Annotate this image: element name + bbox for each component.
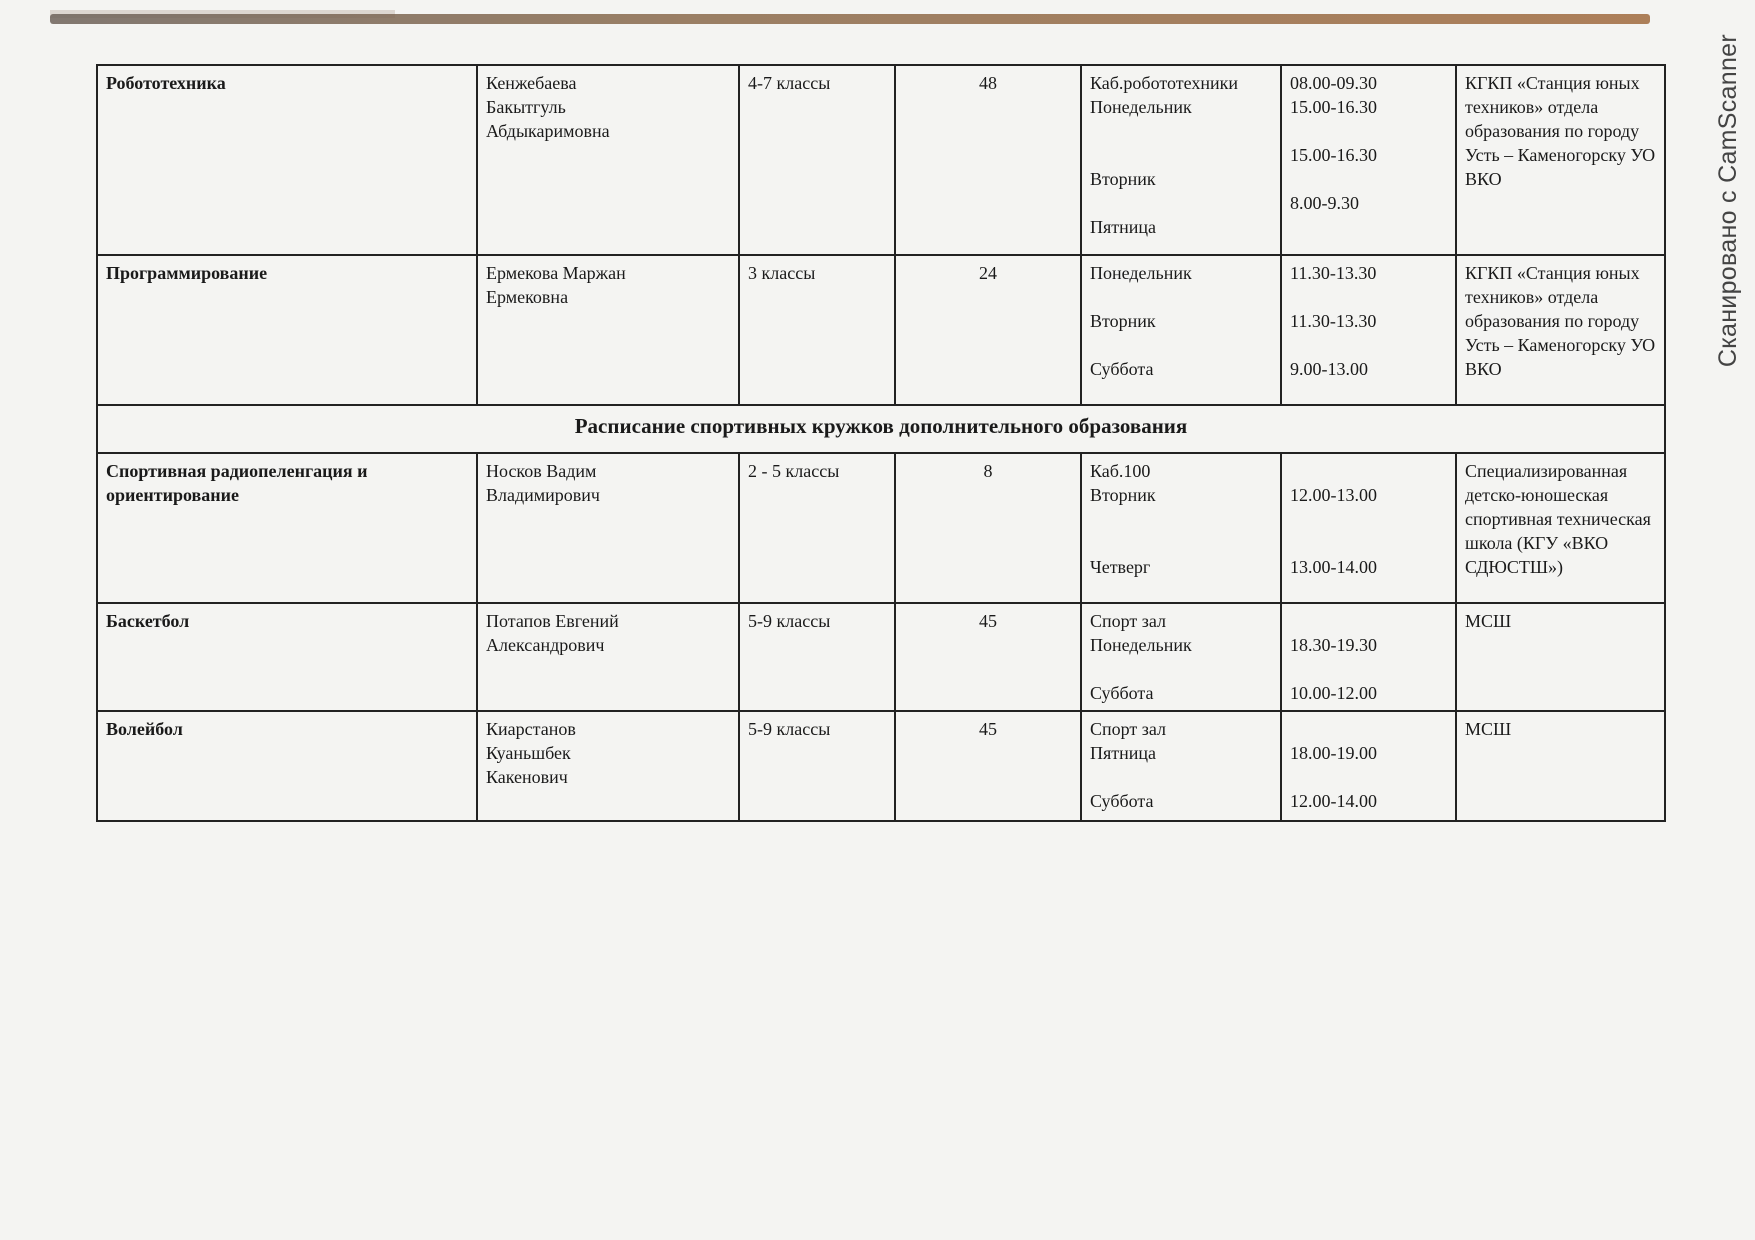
schedule-time (1290, 657, 1447, 681)
schedule-days (1081, 603, 1281, 711)
schedule-days (1081, 255, 1281, 405)
schedule-time: 12.00-13.00 (1290, 485, 1377, 505)
schedule-time (1290, 285, 1447, 309)
club-name: Спортивная радиопеленгация и ориентирование (97, 453, 477, 603)
teacher-name-line: Куаньшбек (486, 743, 571, 763)
teacher-name-line: Владимирович (486, 485, 600, 505)
teacher-name-line: Потапов Евгений (486, 611, 619, 631)
schedule-time: 08.00-09.30 (1290, 73, 1377, 93)
teacher-name (477, 711, 739, 821)
schedule-times (1281, 711, 1456, 821)
schedule-day: Вторник (1090, 311, 1156, 331)
schedule-row (97, 603, 1665, 711)
schedule-day (1090, 285, 1272, 309)
schedule-day: Понедельник (1090, 97, 1192, 117)
schedule-time (1290, 333, 1447, 357)
grade-range: 5-9 классы (739, 711, 895, 821)
schedule-time (1290, 531, 1447, 555)
schedule-time (1290, 119, 1447, 143)
teacher-name (477, 603, 739, 711)
schedule-days (1081, 711, 1281, 821)
schedule-row (97, 65, 1665, 255)
teacher-name-line: Носков Вадим (486, 461, 597, 481)
schedule-times (1281, 453, 1456, 603)
teacher-name (477, 453, 739, 603)
schedule-row (97, 255, 1665, 405)
schedule-row (97, 453, 1665, 603)
teacher-name-line: Абдыкаримовна (486, 121, 610, 141)
schedule-time (1290, 609, 1447, 633)
student-count: 45 (895, 711, 1081, 821)
schedule-days (1081, 453, 1281, 603)
organization: МСШ (1456, 711, 1665, 821)
schedule-day: Пятница (1090, 217, 1157, 237)
schedule-day: Вторник (1090, 485, 1156, 505)
section-header (97, 405, 1665, 453)
schedule-time: 18.30-19.30 (1290, 635, 1377, 655)
club-name: Программирование (97, 255, 477, 405)
schedule-day: Суббота (1090, 359, 1154, 379)
student-count: 45 (895, 603, 1081, 711)
camscanner-watermark: Сканировано с CamScanner (1714, 34, 1742, 368)
organization: Специализированная детско-юношеская спортивная техническая школа (КГУ «ВКО СДЮСТШ») (1456, 453, 1665, 603)
schedule-day: Каб.100 (1090, 461, 1151, 481)
teacher-name-line: Какенович (486, 767, 568, 787)
schedule-day: Каб.робототехники (1090, 73, 1238, 93)
schedule-time (1290, 507, 1447, 531)
section-title: Расписание спортивных кружков дополнительного образования (97, 405, 1665, 453)
paper-edge (50, 14, 1650, 24)
teacher-name-line: Ермековна (486, 287, 569, 307)
schedule-day: Суббота (1090, 683, 1154, 703)
schedule-time (1290, 167, 1447, 191)
student-count: 8 (895, 453, 1081, 603)
schedule-times (1281, 603, 1456, 711)
schedule-time: 10.00-12.00 (1290, 683, 1377, 703)
schedule-day: Вторник (1090, 169, 1156, 189)
schedule-time: 8.00-9.30 (1290, 193, 1359, 213)
teacher-name-line: Киарстанов (486, 719, 576, 739)
organization: МСШ (1456, 603, 1665, 711)
schedule-day (1090, 119, 1272, 143)
schedule-time: 9.00-13.00 (1290, 359, 1368, 379)
schedule-day (1090, 333, 1272, 357)
schedule-time: 15.00-16.30 (1290, 145, 1377, 165)
schedule-time (1290, 717, 1447, 741)
schedule-day: Понедельник (1090, 263, 1192, 283)
grade-range: 4-7 классы (739, 65, 895, 255)
schedule-rows-sports (97, 453, 1665, 821)
organization: КГКП «Станция юных техников» отдела образования по городу Усть – Каменогорску УО ВКО (1456, 255, 1665, 405)
grade-range: 5-9 классы (739, 603, 895, 711)
club-name: Баскетбол (97, 603, 477, 711)
schedule-day: Четверг (1090, 557, 1151, 577)
schedule-time: 11.30-13.30 (1290, 263, 1377, 283)
schedule-time: 15.00-16.30 (1290, 97, 1377, 117)
schedule-rows-robotics (97, 65, 1665, 405)
student-count: 48 (895, 65, 1081, 255)
schedule-row (97, 711, 1665, 821)
teacher-name (477, 65, 739, 255)
club-name: Робототехника (97, 65, 477, 255)
schedule-day: Понедельник (1090, 635, 1192, 655)
schedule-day (1090, 143, 1272, 167)
schedule-day (1090, 191, 1272, 215)
teacher-name (477, 255, 739, 405)
schedule-days (1081, 65, 1281, 255)
schedule-day: Спорт зал (1090, 719, 1167, 739)
schedule-time: 11.30-13.30 (1290, 311, 1377, 331)
schedule-sheet (96, 64, 1664, 822)
schedule-day: Пятница (1090, 743, 1157, 763)
schedule-time: 18.00-19.00 (1290, 743, 1377, 763)
schedule-time: 13.00-14.00 (1290, 557, 1377, 577)
schedule-time (1290, 215, 1447, 239)
schedule-day: Суббота (1090, 791, 1154, 811)
organization: КГКП «Станция юных техников» отдела образования по городу Усть – Каменогорску УО ВКО (1456, 65, 1665, 255)
schedule-times (1281, 65, 1456, 255)
grade-range: 2 - 5 классы (739, 453, 895, 603)
teacher-name-line: Бакытгуль (486, 97, 566, 117)
section-row (97, 405, 1665, 453)
schedule-day: Спорт зал (1090, 611, 1167, 631)
schedule-times (1281, 255, 1456, 405)
schedule-day (1090, 657, 1272, 681)
student-count: 24 (895, 255, 1081, 405)
schedule-time (1290, 459, 1447, 483)
schedule-table (96, 64, 1666, 822)
teacher-name-line: Александрович (486, 635, 605, 655)
schedule-time (1290, 765, 1447, 789)
teacher-name-line: Кенжебаева (486, 73, 577, 93)
club-name: Волейбол (97, 711, 477, 821)
grade-range: 3 классы (739, 255, 895, 405)
schedule-day (1090, 765, 1272, 789)
schedule-day (1090, 507, 1272, 531)
schedule-time: 12.00-14.00 (1290, 791, 1377, 811)
teacher-name-line: Ермекова Маржан (486, 263, 626, 283)
schedule-day (1090, 531, 1272, 555)
